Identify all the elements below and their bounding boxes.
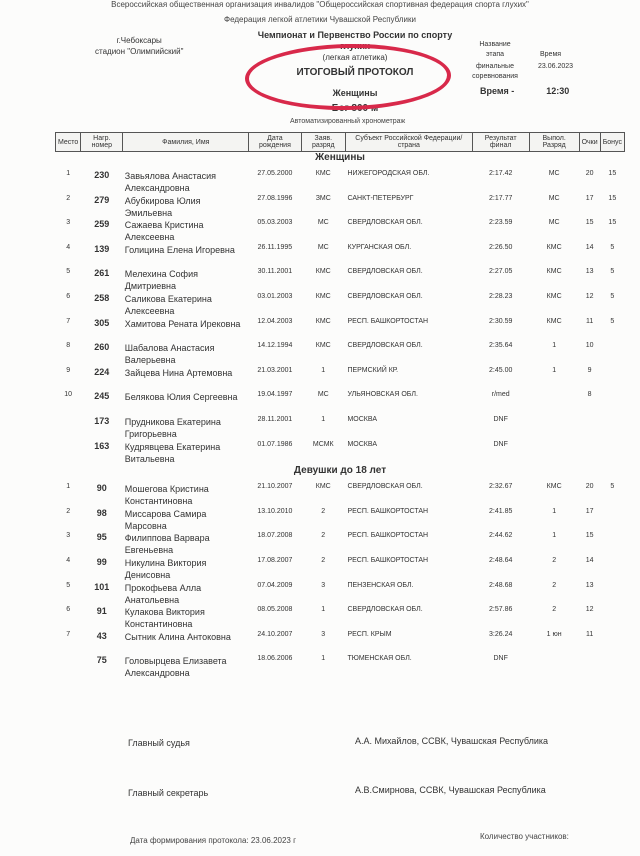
row-place: 7 bbox=[66, 630, 71, 638]
row-result: 2:17.42 bbox=[489, 170, 513, 177]
row-result: 2:27.05 bbox=[489, 268, 513, 276]
row-name: Кудрявцева Екатерина Витальевна bbox=[124, 441, 221, 464]
row-region: СВЕРДЛОВСКАЯ ОБЛ. bbox=[347, 483, 423, 491]
row-achieved bbox=[529, 391, 579, 416]
row-place: 1 bbox=[66, 170, 71, 177]
row-dob: 24.10.2007 bbox=[257, 630, 293, 638]
row-bib: 75 bbox=[96, 655, 107, 666]
row-rank: 1 bbox=[321, 366, 326, 374]
row-rank: 3 bbox=[321, 630, 326, 638]
row-bonus: 15 bbox=[608, 194, 617, 202]
row-name: Саликова Екатерина Алексеевна bbox=[124, 293, 212, 316]
row-points bbox=[579, 416, 600, 441]
row-result: 2:44.62 bbox=[489, 532, 513, 540]
time-value: 12:30 bbox=[546, 86, 570, 96]
row-name: Белякова Юлия Сергеевна bbox=[124, 392, 238, 403]
row-points: 11 bbox=[585, 630, 594, 638]
row-place bbox=[56, 655, 81, 680]
table-row bbox=[56, 391, 625, 416]
row-place: 9 bbox=[66, 366, 71, 374]
row-rank: 2 bbox=[321, 556, 326, 564]
row-bonus bbox=[600, 342, 624, 367]
venue-block bbox=[95, 35, 183, 57]
section-title: Девушки до 18 лет bbox=[293, 465, 387, 477]
col-points: Очки bbox=[579, 133, 600, 152]
row-bib: 91 bbox=[96, 606, 107, 617]
row-name: Абубкирова Юлия Эмильевна bbox=[124, 195, 201, 218]
row-bonus: 15 bbox=[608, 170, 617, 177]
col-region: Субъект Российской Федерации/ страна bbox=[345, 133, 472, 152]
row-bonus: 5 bbox=[610, 292, 615, 300]
table-row bbox=[56, 655, 625, 680]
row-bib: 95 bbox=[96, 532, 107, 543]
stage-block bbox=[470, 40, 573, 96]
col-result: Результат финал bbox=[472, 133, 529, 152]
row-bib: 99 bbox=[96, 556, 107, 567]
section-title: Женщины bbox=[315, 152, 365, 163]
judge-label: Главный судья bbox=[128, 738, 190, 748]
row-bonus bbox=[600, 391, 624, 416]
row-dob: 19.04.1997 bbox=[257, 391, 293, 399]
row-region: РЕСП. КРЫМ bbox=[347, 630, 392, 638]
row-points: 14 bbox=[585, 556, 594, 564]
row-region: РЕСП. БАШКОРТОСТАН bbox=[347, 532, 429, 540]
event-title: Бег 800 м bbox=[331, 103, 379, 114]
row-name: Кулакова Виктория Константиновна bbox=[124, 607, 205, 630]
row-place: 6 bbox=[66, 292, 71, 300]
col-dob: Дата рождения bbox=[249, 133, 301, 152]
row-bonus: 15 bbox=[608, 219, 617, 227]
row-points: 12 bbox=[585, 606, 594, 614]
section-title-row bbox=[56, 152, 625, 171]
row-name: Прудникова Екатерина Григорьевна bbox=[124, 416, 221, 439]
row-bonus bbox=[600, 631, 624, 656]
row-rank: ЗМС bbox=[315, 194, 331, 202]
row-achieved bbox=[529, 416, 579, 441]
row-bonus bbox=[600, 606, 624, 631]
table-row bbox=[56, 195, 625, 220]
col-bib: Нагр. номер bbox=[81, 133, 123, 152]
row-bib: 43 bbox=[96, 630, 107, 641]
row-points: 10 bbox=[585, 342, 594, 350]
row-name: Филиппова Варвара Евгеньевна bbox=[124, 533, 210, 556]
row-bib: 260 bbox=[94, 342, 110, 353]
table-row bbox=[56, 318, 625, 343]
row-place: 8 bbox=[66, 342, 71, 350]
row-bib: 173 bbox=[94, 415, 110, 426]
table-row bbox=[56, 557, 625, 582]
row-result: 2:57.86 bbox=[489, 606, 513, 614]
row-achieved: КМС bbox=[546, 243, 562, 251]
row-dob: 18.07.2008 bbox=[257, 532, 293, 540]
row-bib: 98 bbox=[96, 507, 107, 518]
table-header-row bbox=[56, 133, 625, 152]
row-region: ПЕНЗЕНСКАЯ ОБЛ. bbox=[347, 581, 414, 589]
row-achieved bbox=[529, 441, 579, 466]
row-result: 2:26.50 bbox=[489, 243, 513, 251]
row-achieved: 1 bbox=[552, 366, 557, 374]
results-body bbox=[56, 152, 625, 680]
row-name: Никулина Виктория Денисовна bbox=[124, 557, 207, 580]
row-name: Мелехина София Дмитриевна bbox=[124, 269, 198, 292]
row-result: 2:45.00 bbox=[489, 366, 513, 374]
row-name: Хамитова Рената Ирековна bbox=[124, 318, 241, 329]
row-dob: 27.05.2000 bbox=[257, 170, 293, 177]
table-row bbox=[56, 342, 625, 367]
row-achieved: 2 bbox=[552, 581, 557, 589]
row-result: DNF bbox=[493, 440, 508, 448]
row-result: 2:23.59 bbox=[489, 219, 513, 227]
row-name: Сытник Алина Антоковна bbox=[124, 631, 231, 642]
row-rank: МС bbox=[317, 243, 329, 251]
time-label-2: Время - bbox=[480, 86, 515, 96]
discipline: (легкая атлетика) bbox=[322, 53, 388, 62]
row-region: СВЕРДЛОВСКАЯ ОБЛ. bbox=[347, 342, 423, 350]
row-bib: 224 bbox=[94, 366, 110, 377]
row-name: Шабалова Анастасия Валерьевна bbox=[124, 343, 215, 366]
stadium: стадион "Олимпийский" bbox=[95, 47, 184, 56]
row-dob: 05.03.2003 bbox=[257, 219, 293, 227]
row-place: 2 bbox=[66, 507, 71, 515]
row-place: 3 bbox=[66, 219, 71, 227]
row-region: РЕСП. БАШКОРТОСТАН bbox=[347, 317, 429, 325]
row-dob: 27.08.1996 bbox=[257, 194, 293, 202]
row-achieved: 2 bbox=[552, 556, 557, 564]
table-row bbox=[56, 631, 625, 656]
row-bib: 163 bbox=[94, 440, 110, 451]
row-region: СВЕРДЛОВСКАЯ ОБЛ. bbox=[347, 268, 423, 276]
row-result: 2:41.85 bbox=[489, 507, 513, 515]
time-label: Время bbox=[540, 51, 562, 58]
row-achieved: КМС bbox=[546, 292, 562, 300]
row-bib: 90 bbox=[96, 483, 107, 494]
row-points: 13 bbox=[585, 268, 594, 276]
row-bib: 101 bbox=[94, 581, 110, 592]
row-achieved: 1 bbox=[552, 507, 557, 515]
results-table bbox=[55, 132, 625, 680]
row-bonus bbox=[600, 367, 624, 392]
row-bib: 139 bbox=[94, 243, 110, 254]
col-rank: Заяв. разряд bbox=[301, 133, 345, 152]
row-points: 14 bbox=[585, 243, 594, 251]
col-name: Фамилия, Имя bbox=[123, 133, 249, 152]
row-bib: 305 bbox=[94, 317, 110, 328]
row-achieved: 1 юн bbox=[546, 630, 562, 638]
row-place: 5 bbox=[66, 581, 71, 589]
row-points: 13 bbox=[585, 581, 594, 589]
table-row bbox=[56, 606, 625, 631]
row-rank: 3 bbox=[321, 581, 326, 589]
row-name: Завьялова Анастасия Александровна bbox=[124, 171, 217, 193]
table-row bbox=[56, 367, 625, 392]
row-bonus: 5 bbox=[610, 483, 615, 491]
row-dob: 14.12.1994 bbox=[257, 342, 293, 350]
row-place: 4 bbox=[66, 556, 71, 564]
row-place bbox=[56, 416, 81, 441]
row-points: 17 bbox=[585, 194, 594, 202]
row-region: СВЕРДЛОВСКАЯ ОБЛ. bbox=[347, 292, 423, 300]
row-bonus bbox=[600, 508, 624, 533]
row-dob: 08.05.2008 bbox=[257, 606, 293, 614]
row-achieved: КМС bbox=[546, 268, 562, 276]
secretary-label: Главный секретарь bbox=[128, 788, 209, 798]
row-achieved: 1 bbox=[552, 342, 557, 350]
row-dob: 30.11.2001 bbox=[257, 268, 293, 276]
championship-title: Чемпионат и Первенство России по спорту глухих bbox=[257, 30, 453, 51]
col-achieved: Выпол. Разряд bbox=[529, 133, 579, 152]
secretary-name: А.В.Смирнова, ССВК, Чувашская Республика bbox=[355, 785, 546, 795]
row-name: Сажаева Кристина Алексеевна bbox=[124, 220, 204, 243]
row-result: r/med bbox=[491, 391, 510, 399]
row-place: 7 bbox=[66, 317, 71, 325]
row-achieved: МС bbox=[548, 194, 560, 202]
row-region: ПЕРМСКИЙ КР. bbox=[347, 366, 399, 374]
row-result: 2:30.59 bbox=[489, 317, 513, 325]
row-region: РЕСП. БАШКОРТОСТАН bbox=[347, 556, 429, 564]
row-region: МОСКВА bbox=[347, 440, 377, 448]
section-title-row bbox=[56, 465, 625, 483]
table-row bbox=[56, 532, 625, 557]
row-rank: КМС bbox=[315, 342, 331, 350]
row-region: ТЮМЕНСКАЯ ОБЛ. bbox=[347, 655, 412, 663]
row-place: 3 bbox=[66, 532, 71, 540]
row-result: 2:17.77 bbox=[489, 194, 513, 202]
row-region: НИЖЕГОРОДСКАЯ ОБЛ. bbox=[347, 170, 430, 177]
row-rank: 1 bbox=[321, 606, 326, 614]
row-rank: КМС bbox=[315, 317, 331, 325]
row-name: Зайцева Нина Артемовна bbox=[124, 367, 233, 378]
row-points bbox=[579, 441, 600, 466]
row-rank: МС bbox=[317, 391, 329, 399]
row-achieved bbox=[529, 655, 579, 680]
row-bonus bbox=[600, 416, 624, 441]
row-achieved: КМС bbox=[546, 317, 562, 325]
row-bib: 245 bbox=[94, 391, 110, 402]
table-row bbox=[56, 416, 625, 441]
row-rank: КМС bbox=[315, 483, 331, 491]
row-bonus: 5 bbox=[610, 243, 615, 251]
row-points: 20 bbox=[585, 170, 594, 177]
row-points: 11 bbox=[585, 317, 594, 325]
row-dob: 18.06.2006 bbox=[257, 655, 293, 663]
row-dob: 26.11.1995 bbox=[257, 243, 293, 251]
table-row bbox=[56, 293, 625, 318]
date-value: 23.06.2023 bbox=[538, 63, 574, 70]
row-result: 2:48.64 bbox=[489, 556, 513, 564]
row-place: 2 bbox=[66, 194, 71, 202]
row-rank: КМС bbox=[315, 268, 331, 276]
row-dob: 21.10.2007 bbox=[257, 483, 293, 491]
row-name: Прокофьева Алла Анатольевна bbox=[124, 582, 202, 605]
row-place: 6 bbox=[66, 606, 71, 614]
row-rank: МС bbox=[317, 219, 329, 227]
row-bonus: 5 bbox=[610, 268, 615, 276]
row-rank: КМС bbox=[315, 292, 331, 300]
row-achieved: 1 bbox=[552, 532, 557, 540]
row-place: 5 bbox=[66, 268, 71, 276]
row-dob: 17.08.2007 bbox=[257, 556, 293, 564]
row-achieved: КМС bbox=[546, 483, 562, 491]
table-row bbox=[56, 441, 625, 466]
row-rank: МСМК bbox=[312, 440, 334, 448]
table-row bbox=[56, 170, 625, 195]
protocol-title: ИТОГОВЫЙ ПРОТОКОЛ bbox=[296, 67, 414, 78]
row-dob: 03.01.2003 bbox=[257, 292, 293, 300]
row-bib: 279 bbox=[94, 194, 110, 205]
row-result: 3:26.24 bbox=[489, 630, 513, 638]
participants-count: Количество участников: bbox=[480, 832, 569, 841]
row-dob: 28.11.2001 bbox=[257, 415, 293, 423]
row-name: Голицина Елена Игоревна bbox=[124, 244, 235, 255]
judge-name: А.А. Михайлов, ССВК, Чувашская Республика bbox=[355, 736, 549, 746]
stage-label: Название этапа bbox=[479, 41, 511, 58]
row-dob: 01.07.1986 bbox=[257, 440, 293, 448]
row-result: DNF bbox=[493, 415, 508, 423]
row-bib: 261 bbox=[94, 268, 110, 279]
table-row bbox=[56, 582, 625, 607]
col-bonus: Бонус bbox=[600, 133, 624, 152]
row-place: 1 bbox=[66, 483, 71, 491]
table-row bbox=[56, 483, 625, 508]
row-dob: 13.10.2010 bbox=[257, 507, 293, 515]
row-region: СВЕРДЛОВСКАЯ ОБЛ. bbox=[347, 606, 423, 614]
row-points: 15 bbox=[585, 219, 594, 227]
row-bib: 230 bbox=[94, 170, 110, 180]
row-rank: КМС bbox=[315, 170, 331, 177]
row-bib: 258 bbox=[94, 292, 110, 303]
row-dob: 21.03.2001 bbox=[257, 366, 293, 374]
row-rank: 1 bbox=[321, 655, 326, 663]
row-points: 15 bbox=[585, 532, 594, 540]
formation-date: Дата формирования протокола: 23.06.2023 г bbox=[130, 836, 297, 845]
row-achieved: МС bbox=[548, 219, 560, 227]
row-result: 2:35.64 bbox=[489, 342, 513, 350]
row-bib: 259 bbox=[94, 219, 110, 230]
table-row bbox=[56, 268, 625, 293]
row-points: 17 bbox=[585, 507, 594, 515]
row-region: САНКТ-ПЕТЕРБУРГ bbox=[347, 194, 414, 202]
row-achieved: 2 bbox=[552, 606, 557, 614]
row-points: 20 bbox=[585, 483, 594, 491]
row-points bbox=[579, 655, 600, 680]
row-achieved: МС bbox=[548, 170, 560, 177]
row-region: РЕСП. БАШКОРТОСТАН bbox=[347, 507, 429, 515]
table-row bbox=[56, 219, 625, 244]
table-row bbox=[56, 508, 625, 533]
city: г.Чебоксары bbox=[116, 36, 162, 45]
row-bonus bbox=[600, 582, 624, 607]
row-name: Мошегова Кристина Константиновна bbox=[124, 484, 209, 507]
row-points: 8 bbox=[587, 391, 592, 399]
organization-name: Всероссийская общественная организация инвалидов "Общероссийская спортивная федерация спорта глухих" bbox=[111, 0, 529, 9]
row-region: МОСКВА bbox=[347, 415, 377, 423]
row-rank: 2 bbox=[321, 507, 326, 515]
federation-name: Федерация легкой атлетики Чувашской Республики bbox=[224, 15, 416, 24]
row-region: СВЕРДЛОВСКАЯ ОБЛ. bbox=[347, 219, 423, 227]
row-dob: 07.04.2009 bbox=[257, 581, 293, 589]
row-bonus: 5 bbox=[610, 317, 615, 325]
gender-title: Женщины bbox=[332, 88, 378, 98]
row-result: 2:32.67 bbox=[489, 483, 513, 491]
row-result: DNF bbox=[493, 655, 508, 663]
row-result: 2:28.23 bbox=[489, 292, 513, 300]
stage-value: финальные соревнования bbox=[472, 63, 518, 80]
table-row bbox=[56, 244, 625, 269]
row-dob: 12.04.2003 bbox=[257, 317, 293, 325]
row-place: 10 bbox=[64, 391, 73, 399]
row-points: 9 bbox=[587, 366, 592, 374]
row-place: 4 bbox=[66, 243, 71, 251]
row-bonus bbox=[600, 532, 624, 557]
row-bonus bbox=[600, 557, 624, 582]
row-name: Миссарова Самира Марсовна bbox=[124, 508, 207, 531]
row-points: 12 bbox=[585, 292, 594, 300]
chronometry-note: Автоматизированный хронометраж bbox=[290, 118, 406, 125]
row-name: Головырцева Елизавета Александровна bbox=[124, 656, 227, 679]
col-place: Место bbox=[56, 133, 81, 152]
row-result: 2:48.68 bbox=[489, 581, 513, 589]
row-place bbox=[56, 441, 81, 466]
row-rank: 1 bbox=[321, 415, 326, 423]
row-region: КУРГАНСКАЯ ОБЛ. bbox=[347, 243, 412, 251]
row-bonus bbox=[600, 655, 624, 680]
row-rank: 2 bbox=[321, 532, 326, 540]
row-region: УЛЬЯНОВСКАЯ ОБЛ. bbox=[347, 391, 418, 399]
row-bonus bbox=[600, 441, 624, 466]
